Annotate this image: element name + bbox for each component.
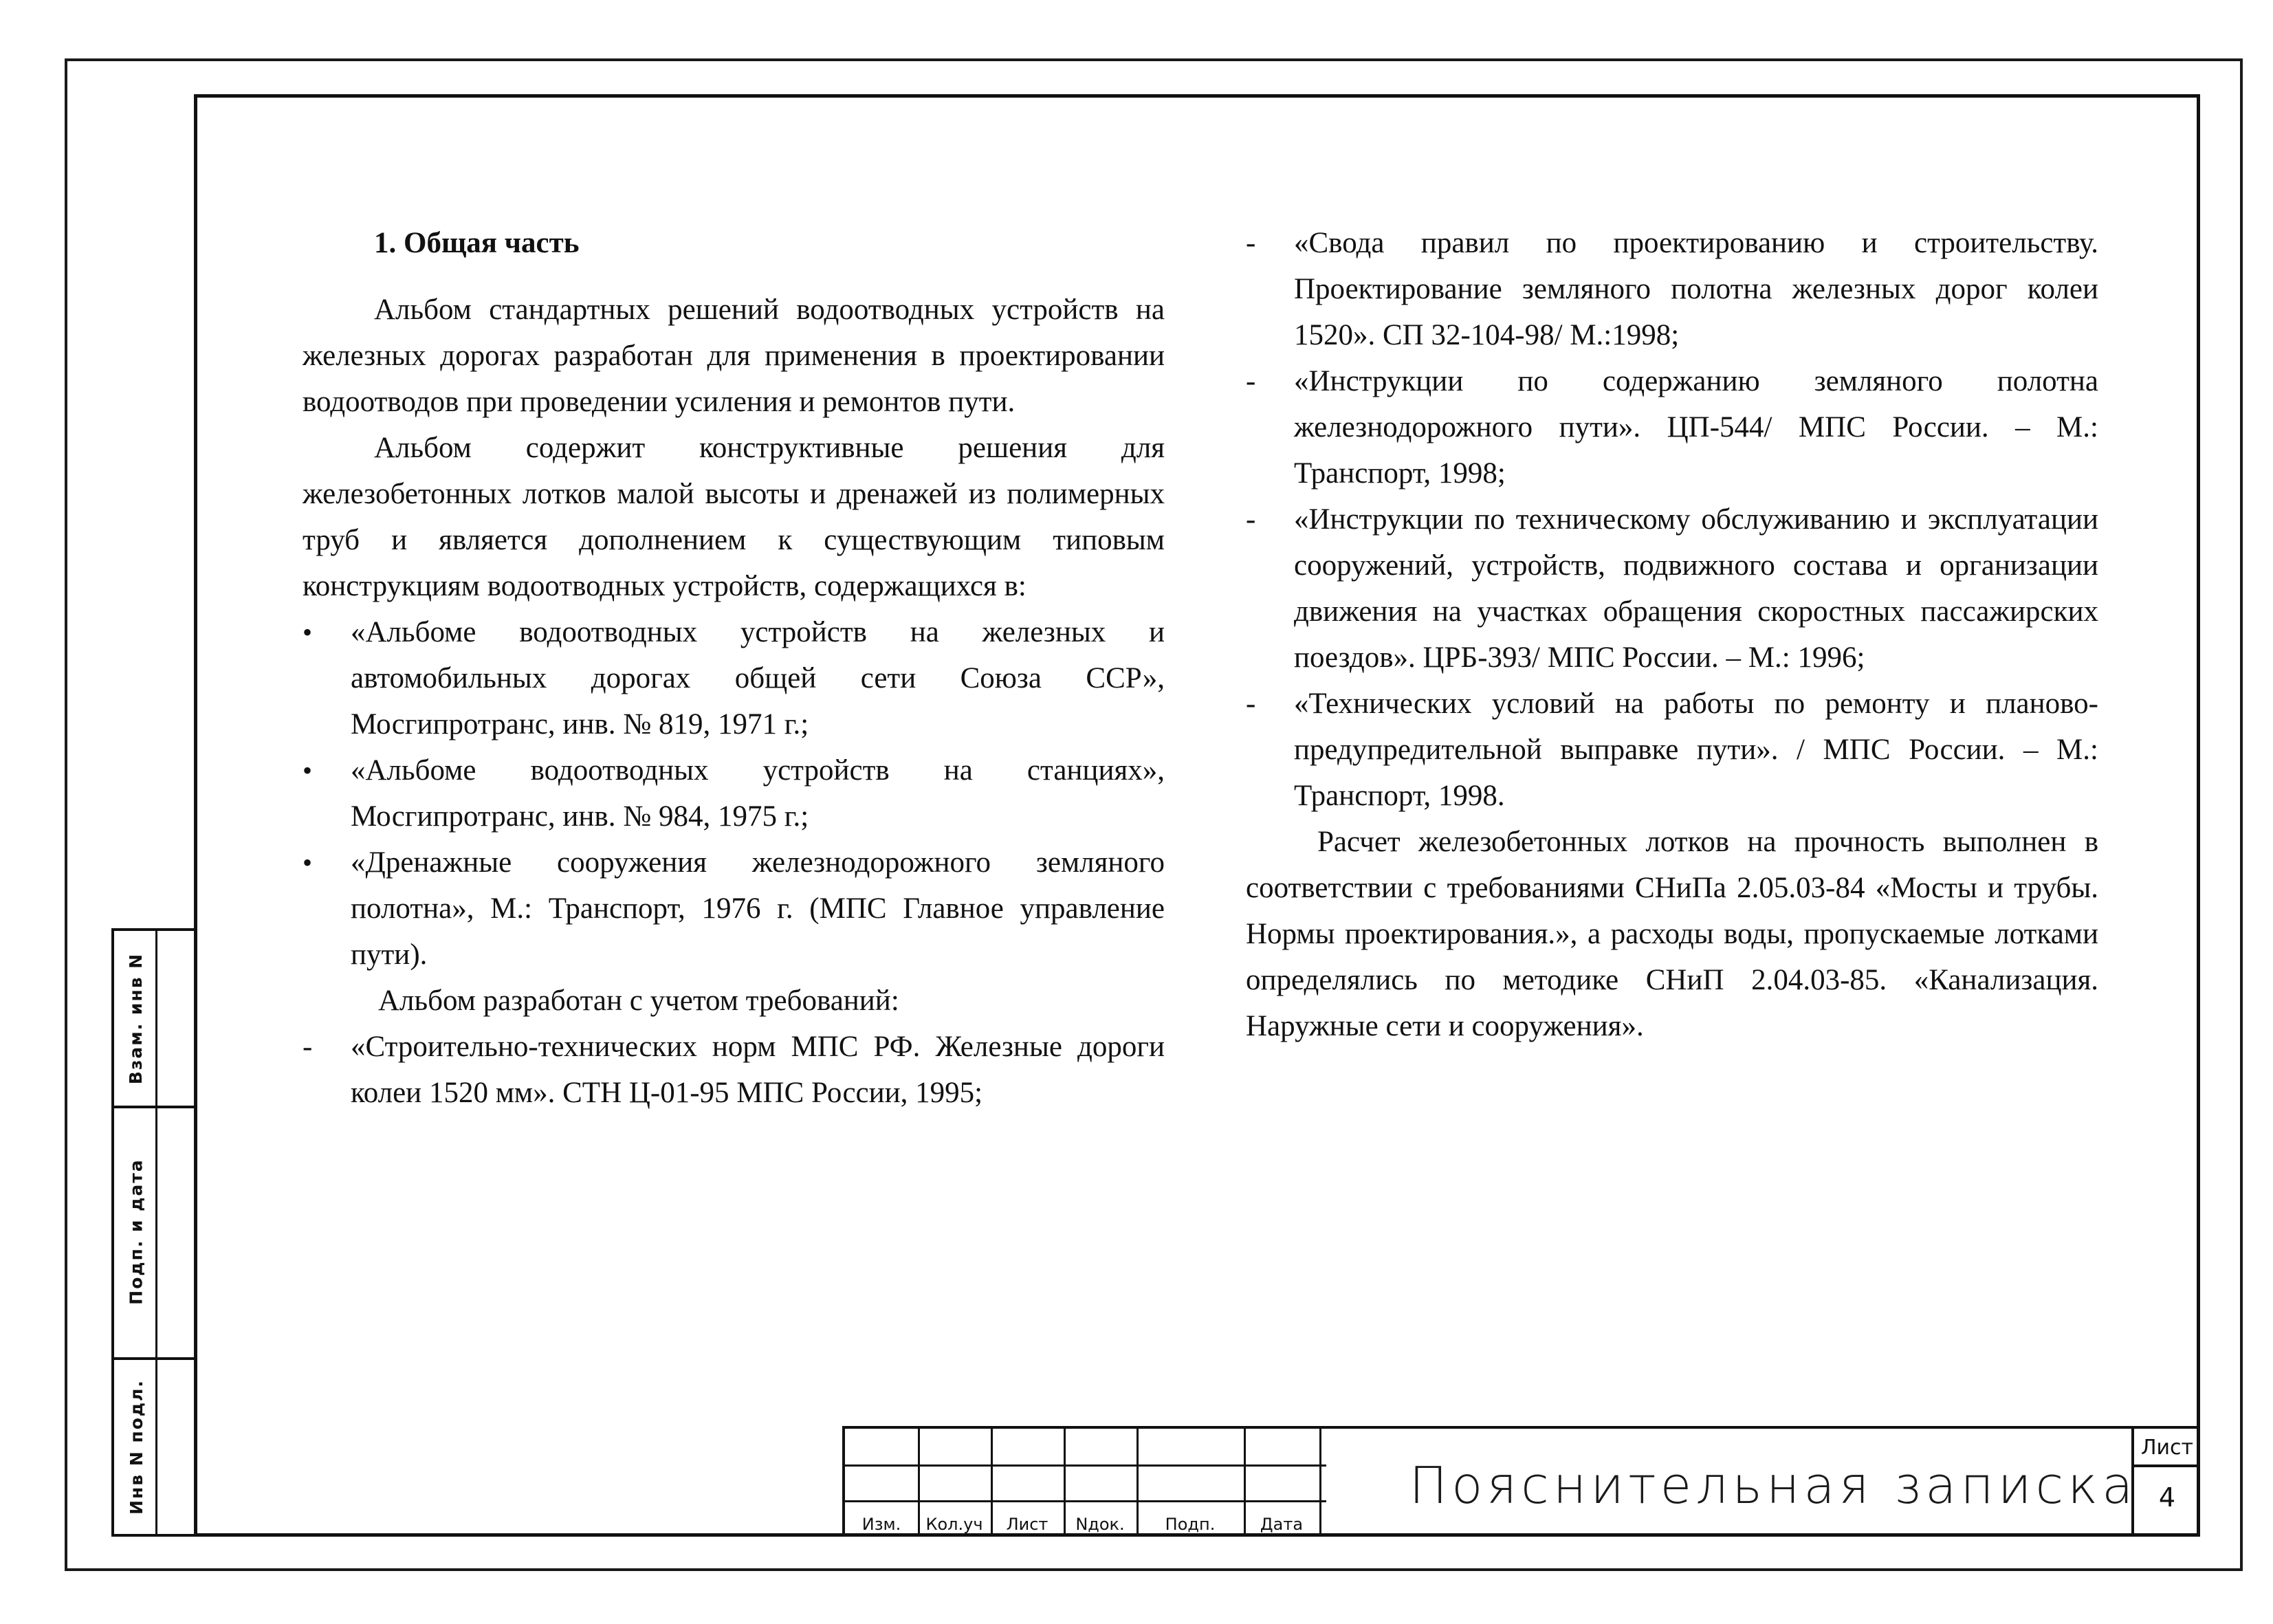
list-item [1246, 681, 2098, 819]
requirements-dash-list [1246, 220, 2098, 819]
column-header-kol-uch: Кол.уч [925, 1515, 983, 1534]
sheet-label: Лист [2134, 1431, 2200, 1467]
list-item-text: «Инструкции по содержанию земляного полотна железнодорожного пути». ЦП-544/ МПС России. – М.: Транспорт, 1998; [1294, 365, 2098, 490]
side-stamp-divider [155, 931, 157, 1534]
list-item-text: «Строительно-технических норм МПС РФ. Железные дороги колеи 1520 мм». СТН Ц-01-95 МПС России, 1995; [351, 1031, 1165, 1109]
dash-marker: - [1246, 227, 1256, 259]
reference-bullet-list [303, 609, 1165, 978]
table-row-line [845, 1500, 1326, 1502]
list-item [303, 609, 1165, 747]
dash-marker: - [1246, 688, 1256, 720]
column-header-list: Лист [1006, 1515, 1048, 1534]
column-header-ndok: Nдок. [1075, 1515, 1125, 1534]
document-title: Пояснительная записка [1409, 1456, 2138, 1515]
dash-marker: - [1246, 503, 1256, 536]
stamp-field-podp-data [118, 1106, 154, 1357]
title-block [842, 1426, 2200, 1537]
sheet-number: 4 [2158, 1482, 2176, 1513]
section-heading: 1. Общая часть [374, 227, 580, 259]
table-col-line [1319, 1429, 1321, 1537]
list-item [303, 840, 1165, 978]
list-item [1246, 220, 2098, 358]
bullet-marker: • [303, 755, 313, 786]
sheet-box [2131, 1429, 2200, 1537]
bullet-marker: • [303, 847, 313, 878]
stamp-field-vzam-inv [118, 931, 154, 1106]
side-stamp [111, 928, 194, 1537]
left-text-column [303, 220, 1165, 1116]
paragraph: Расчет железобетонных лотков на прочность выполнен в соответствии с требованиями СНиПа 2.05.03-84 «Мосты и трубы. Нормы проектирования.», а расходы воды, пропускаемые лотками определялись по методике СНиП 2.04.03-85. «Канализация. Наружные сети и сооружения». [1246, 826, 2098, 1042]
list-item-text: «Инструкции по техническому обслуживанию и эксплуатации сооружений, устройств, подвижного состава и организации движения на участках обращения скоростных пассажирских поездов». ЦРБ-393/ МПС России. – М.: 1996; [1294, 503, 2098, 674]
list-item-text: «Свода правил по проектированию и строительству. Проектирование земляного полотна железных дорог колеи 1520». СП 32-104-98/ М.:1998; [1294, 227, 2098, 351]
dash-marker: - [1246, 365, 1256, 397]
list-item [303, 1024, 1165, 1116]
stamp-label-inv-podl: Инв N подл. [126, 1379, 146, 1515]
stamp-label-vzam-inv: Взам. инв N [126, 952, 146, 1084]
bullet-marker: • [303, 617, 313, 648]
column-header-data: Дата [1260, 1515, 1304, 1534]
right-text-column [1246, 220, 2098, 1049]
list-item-text: «Альбоме водоотводных устройств на станциях», Мосгипротранс, инв. № 984, 1975 г.; [351, 754, 1165, 833]
list-item-text: «Технических условий на работы по ремонту и планово-предупредительной выправке пути». / МПС России. – М.: Транспорт, 1998. [1294, 688, 2098, 812]
list-item [1246, 496, 2098, 681]
list-item [1246, 358, 2098, 496]
revision-table [845, 1429, 1326, 1537]
paragraph: Альбом разработан с учетом требований: [378, 985, 899, 1017]
list-item [303, 747, 1165, 840]
stamp-label-podp-data: Подп. и дата [126, 1158, 146, 1305]
column-header-podp: Подп. [1165, 1515, 1216, 1534]
paragraph: Альбом содержит конструктивные решения для железобетонных лотков малой высоты и дренажей из полимерных труб и является дополнением к существующим типовым конструкциям водоотводных устройств, содержащихся в: [303, 432, 1165, 602]
list-item-text: «Альбоме водоотводных устройств на железных и автомобильных дорогах общей сети Союза ССР», Мосгипротранс, инв. № 819, 1971 г.; [351, 616, 1165, 740]
dash-marker: - [303, 1031, 313, 1063]
column-header-izm: Изм. [861, 1515, 901, 1534]
paragraph: Альбом стандартных решений водоотводных устройств на железных дорогах разработан для применения в проектировании водоотводов при проведении усиления и ремонтов пути. [303, 294, 1165, 418]
list-item-text: «Дренажные сооружения железнодорожного земляного полотна», М.: Транспорт, 1976 г. (МПС Главное управление пути). [351, 846, 1165, 971]
requirements-dash-list [303, 1024, 1165, 1116]
stamp-field-inv-podl [118, 1357, 154, 1537]
table-row-line [845, 1464, 1326, 1467]
